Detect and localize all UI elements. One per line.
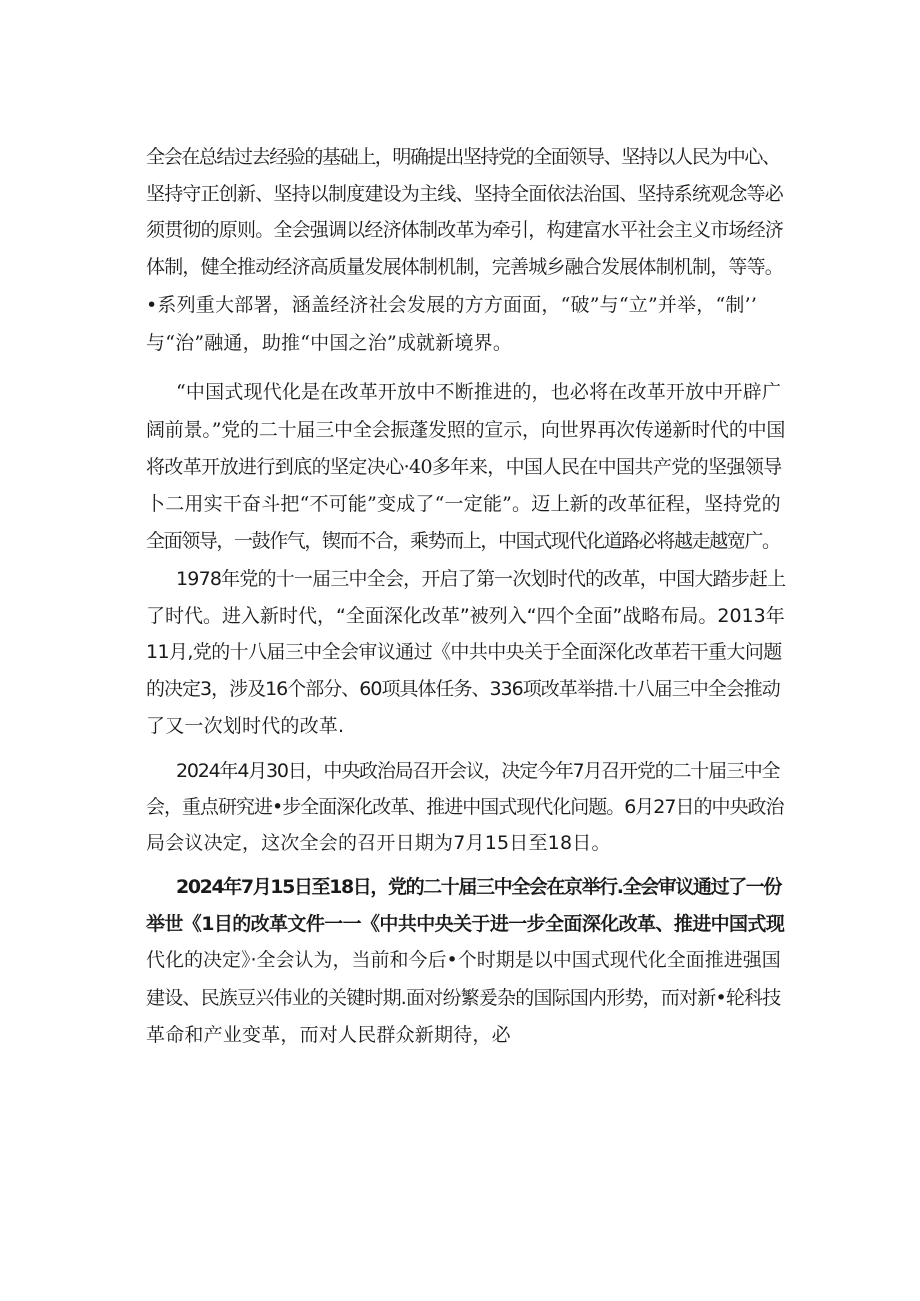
- body-text-line: 1978年党的十一届三中全会，开启了第一次划时代的改革，中国大踏步赶上: [176, 568, 786, 590]
- body-text-line: 2024年4月30日，中央政治局召开会议，决定今年7月召开党的二十届三中全: [176, 760, 780, 782]
- body-text-line: 2024年7月15日至18日，党的二十届三中全会在京举行.全会审议通过了一份: [176, 876, 782, 898]
- body-text-line: 全面领导，一鼓作气，锲而不合，乘势而上，中国式现代化道路必将越走越宽广。: [146, 530, 780, 552]
- body-text-line: 11月,党的十八届三中全会审议通过《中共中央关于全面深化改革若干重大问题: [146, 641, 782, 663]
- body-text-line: •系列重大部署，涵盖经济社会发展的方方面面，“破”与“立”并举，“制’’: [146, 294, 758, 316]
- body-text-line: 须贯彻的原则。全会强调以经济体制改革为牵引，构建富水平社会主义市场经济: [146, 219, 784, 241]
- body-text-line: 代化的决定》·全会认为，当前和今后•个时期是以中国式现代化全面推进强国: [146, 949, 781, 971]
- body-text-line: 举世《1目的改革文件一一《中共中央关于进一步全面深化改革、推进中国式现: [146, 913, 785, 935]
- body-text-line: 局会议决定，这次全会的召开日期为7月15日至18日。: [146, 832, 611, 854]
- body-text-line: 革命和产业变革，而对人民群众新期待，必: [146, 1024, 511, 1046]
- body-text-line: 体制，健全推动经济高质量发展体制机制，完善城乡融合发展体制机制，等等。: [146, 256, 784, 278]
- body-text-line: 全会在总结过去经验的基础上，明确提出坚持党的全面领导、坚持以人民为中心、: [146, 146, 780, 168]
- body-text-line: 的决定3，涉及16个部分、60项具体任务、336项改革举措.十八届三中全会推动: [146, 678, 780, 700]
- body-text-line: 会，重点研究进•步全面深化改革、推进中国式现代化问题。6月27日的中央政治: [146, 796, 784, 818]
- body-text-line: 了时代。进入新时代，“全面深化改革”被列入“四个全面”战略布局。2013年: [146, 605, 785, 627]
- body-text-line: 阔前景。”党的二十届三中全会振蓬发照的宣示，向世界再次传递新时代的中国: [146, 419, 786, 441]
- body-text-line: 卜二用实干奋斗把“不可能”变成了“一定能”。迈上新的改革征程，坚持党的: [146, 493, 781, 515]
- body-text-line: 坚持守正创新、坚持以制度建设为主线、坚持全面依法治国、坚持系统观念等必: [146, 183, 784, 205]
- body-text-line: 了又一次划时代的改革.: [146, 715, 345, 737]
- body-text-line: 与“治”融通，助推“中国之治”成就新境界。: [146, 332, 513, 354]
- body-text-line: 建设、民族豆兴伟业的关键时期.面对纷繁爰杂的国际国内形势，而对新•轮科技: [146, 987, 781, 1009]
- body-text-line: 将改革开放进行到底的坚定决心·40多年来，中国人民在中国共产党的坚强领导: [146, 456, 782, 478]
- body-text-line: “中国式现代化是在改革开放中不断推进的，也必将在改革开放中开辟广: [176, 381, 782, 403]
